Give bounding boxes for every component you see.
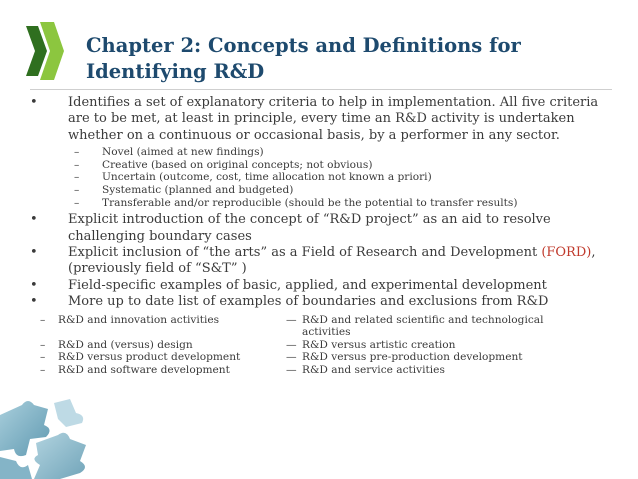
bullet-text: More up to date list of examples of boundaries and exclusions from R&D <box>68 294 549 310</box>
dash-marker: — <box>286 364 297 376</box>
grid-item <box>286 351 586 364</box>
dash-marker: — <box>286 351 297 364</box>
criteria-list <box>30 146 620 209</box>
list-item <box>30 171 620 184</box>
bullet-marker: • <box>30 245 38 260</box>
list-item-text: Systematic (planned and budgeted) <box>102 184 294 196</box>
grid-item-text: R&D and related scientific and technological activities <box>302 313 544 339</box>
grid-item-text: R&D versus pre-production development <box>302 351 523 364</box>
slide-content <box>30 95 620 377</box>
bullet-text: Explicit introduction of the concept of “R&D project” as an aid to resolve challenging boundary cases <box>68 212 551 244</box>
list-item <box>30 146 620 159</box>
dash-marker: – <box>74 184 80 196</box>
bullet-arts <box>30 245 620 278</box>
grid-item-text: R&D and service activities <box>302 364 445 376</box>
dash-marker: – <box>40 351 46 364</box>
grid-item-text: R&D versus product development <box>58 351 241 364</box>
grid-item-text: R&D and (versus) design <box>58 338 193 351</box>
grid-item-text: R&D versus artistic creation <box>302 338 456 351</box>
dash-marker: – <box>40 313 46 326</box>
dash-marker: – <box>40 338 46 351</box>
grid-item <box>30 364 286 377</box>
list-item <box>30 159 620 172</box>
bullet-text-end: , (previously field of “S&T” ) <box>68 245 596 277</box>
list-item-text: Transferable and/or reproducible (should be the potential to transfer results) <box>102 196 518 209</box>
bullet-text-start: Explicit inclusion of “the arts” as a Field of Research and Development <box>68 245 542 260</box>
bullet-boundaries <box>30 294 620 310</box>
grid-item <box>286 314 586 339</box>
dash-marker: — <box>286 338 297 351</box>
grid-item <box>30 314 286 339</box>
puzzle-piece-icon <box>34 433 86 479</box>
list-item-text: Creative (based on original concepts; not obvious) <box>102 158 373 171</box>
title-divider <box>30 89 612 90</box>
grid-item <box>286 364 586 377</box>
bullet-marker: • <box>30 212 38 228</box>
dash-marker: – <box>74 158 80 171</box>
grid-item-text: R&D and software development <box>58 364 230 376</box>
dash-marker: — <box>286 313 297 326</box>
bullet-criteria <box>30 95 620 144</box>
puzzle-pieces-decoration <box>0 395 95 479</box>
boundaries-grid <box>30 314 620 377</box>
list-item <box>30 184 620 197</box>
list-item-text: Uncertain (outcome, cost, time allocation not known a priori) <box>102 171 432 184</box>
bullet-rd-project <box>30 212 620 245</box>
puzzle-piece-icon <box>0 457 32 479</box>
grid-item <box>286 339 586 352</box>
bullet-text: Identifies a set of explanatory criteria to help in implementation. All five criteria are to be met, at least in principle, every time an R&D activity is undertaken whether on a continuous or occasional basis, by a performer in any sector. <box>68 95 599 143</box>
dash-marker: – <box>40 364 46 376</box>
dash-marker: – <box>74 196 80 209</box>
grid-item <box>30 339 286 352</box>
grid-item-text: R&D and innovation activities <box>58 313 220 326</box>
puzzle-piece-icon <box>54 399 83 427</box>
dash-marker: – <box>74 171 80 184</box>
dash-marker: – <box>74 146 80 159</box>
grid-item <box>30 351 286 364</box>
ford-acronym: (FORD) <box>541 245 592 260</box>
chevron-front-icon <box>26 26 47 76</box>
bullet-text: Field-specific examples of basic, applied, and experimental development <box>68 277 547 293</box>
list-item-text: Novel (aimed at new findings) <box>102 146 264 159</box>
bullet-marker: • <box>30 277 38 293</box>
list-item <box>30 197 620 210</box>
bullet-marker: • <box>30 294 38 310</box>
bullet-marker: • <box>30 95 38 110</box>
bullet-field-examples <box>30 278 620 294</box>
slide-title: Chapter 2: Concepts and Definitions for Identifying R&D <box>86 34 521 83</box>
oecd-chevron-logo <box>26 16 66 86</box>
